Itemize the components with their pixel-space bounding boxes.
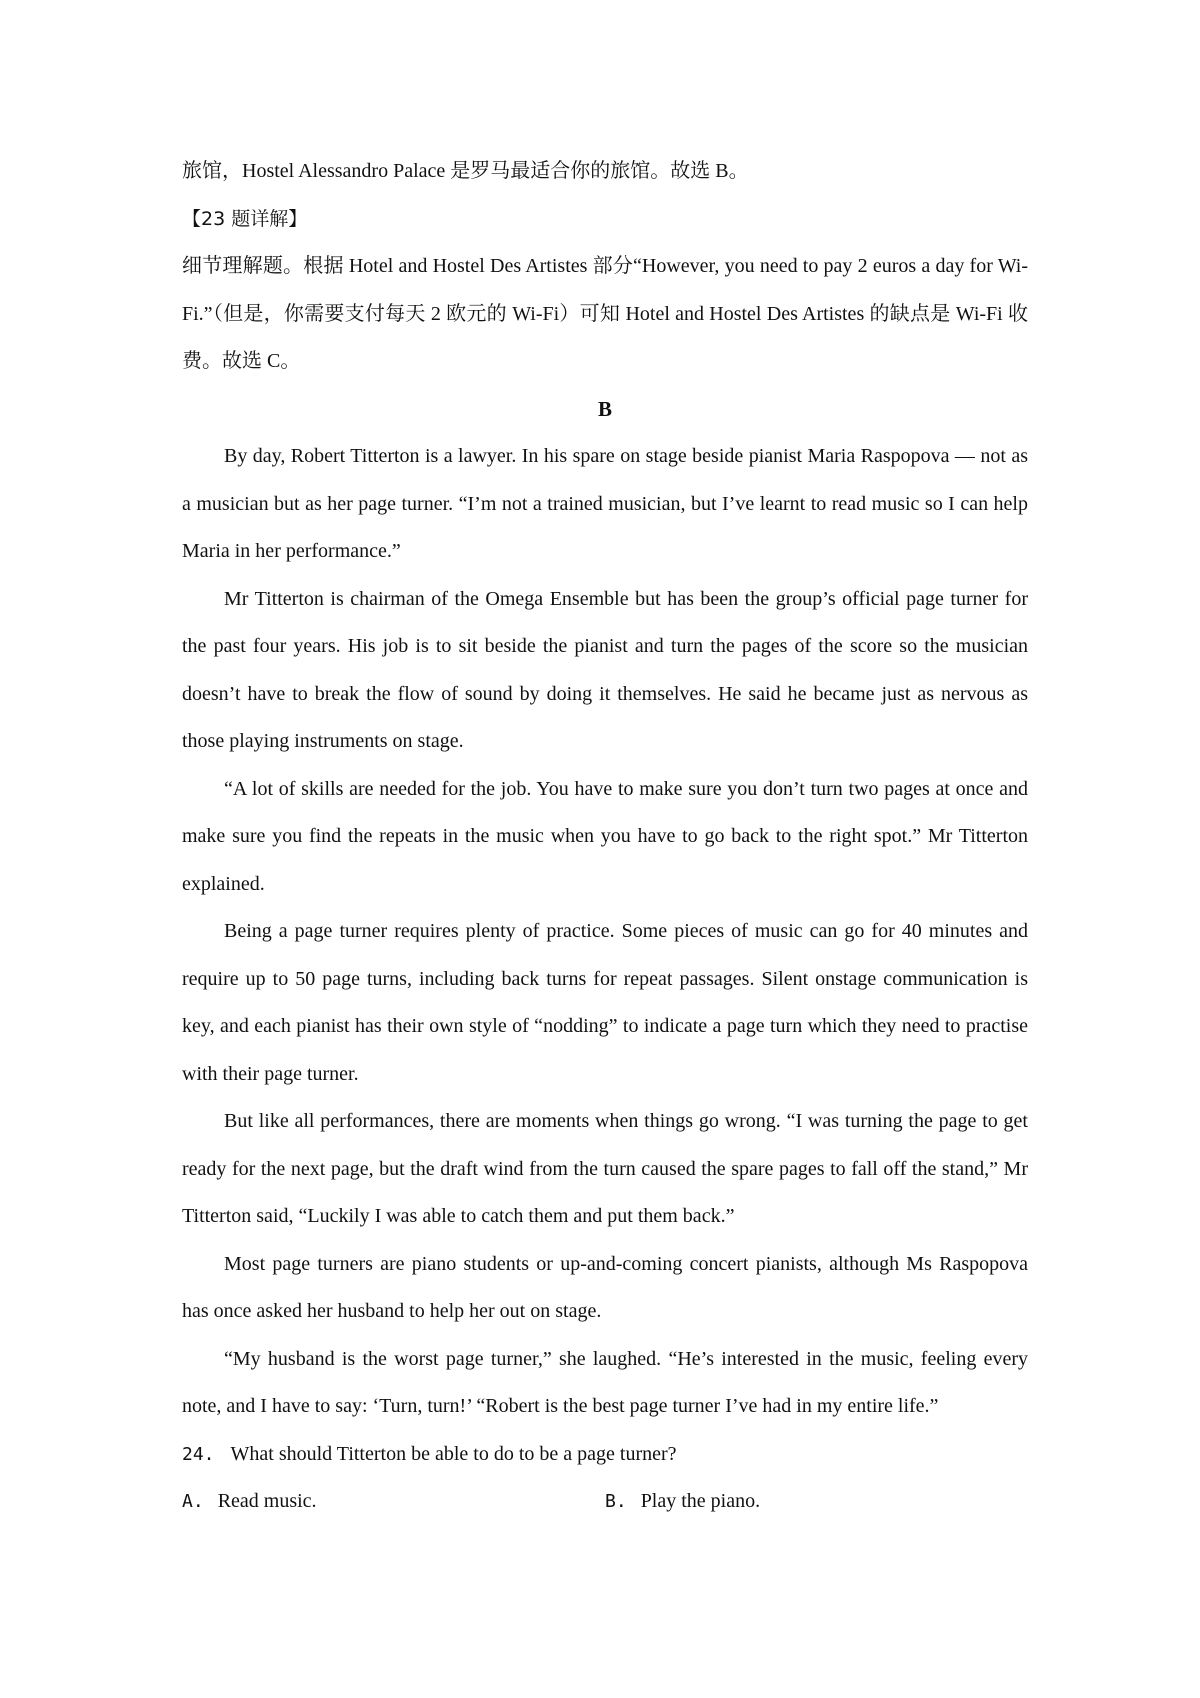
question-text: What should Titterton be able to do to be a page turner?: [230, 1442, 677, 1465]
q23-heading: 【23 题详解】: [182, 207, 308, 230]
reading-passage: [182, 433, 1028, 1431]
option-letter: A.: [182, 1491, 204, 1512]
passage-paragraph: Mr Titterton is chairman of the Omega Ensemble but has been the group’s official page turner for the past four years. His job is to sit beside the pianist and turn the pages of the score so the musician doesn’t have to break the flow of sound by doing it themselves. He said he became just as nervous as those playing instruments on stage.: [182, 587, 1028, 752]
option-b: [605, 1478, 1028, 1526]
q23-explanation: 细节理解题。根据 Hotel and Hostel Des Artistes 部分“However, you need to pay 2 euros a day for Wi-Fi.”（但是，你需要支付每天 2 欧元的 Wi-Fi）可知 Hotel and Hostel Des Artistes 的缺点是 Wi-Fi 收费。故选 C。: [182, 255, 1028, 372]
answer-options: [182, 1478, 1028, 1526]
option-text: Read music.: [217, 1490, 317, 1512]
passage-paragraph: “A lot of skills are needed for the job. You have to make sure you don’t turn two pages at once and make sure you find the repeats in the music when you have to go back to the right spot.” Mr Titterton explained.: [182, 777, 1028, 895]
question-24: [182, 1431, 1028, 1479]
previous-answer-tail: 旅馆，Hostel Alessandro Palace 是罗马最适合你的旅馆。故选 B。: [182, 160, 749, 182]
section-title: B: [597, 396, 612, 421]
option-letter: B.: [605, 1491, 627, 1512]
passage-paragraph: Most page turners are piano students or up-and-coming concert pianists, although Ms Raspopova has once asked her husband to help her out on stage.: [182, 1252, 1028, 1322]
passage-paragraph: But like all performances, there are moments when things go wrong. “I was turning the page to get ready for the next page, but the draft wind from the turn caused the spare pages to fall off the stand,” Mr Titterton said, “Luckily I was able to catch them and put them back.”: [182, 1110, 1028, 1227]
passage-paragraph: By day, Robert Titterton is a lawyer. In his spare on stage beside pianist Maria Raspopova — not as a musician but as her page turner. “I’m not a trained musician, but I’ve learnt to read music so I can help Maria in her performance.”: [182, 445, 1028, 562]
option-a: [182, 1478, 605, 1526]
passage-paragraph: Being a page turner requires plenty of practice. Some pieces of music can go for 40 minutes and require up to 50 page turns, including back turns for repeat passages. Silent onstage communication is key, and each pianist has their own style of “nodding” to indicate a page turn which they need to practise with their page turner.: [182, 920, 1028, 1085]
option-text: Play the piano.: [640, 1490, 761, 1512]
document-page: [182, 148, 1028, 1526]
question-number: 24.: [182, 1443, 215, 1465]
passage-paragraph: “My husband is the worst page turner,” she laughed. “He’s interested in the music, feeling every note, and I have to say: ‘Turn, turn!’ “Robert is the best page turner I’ve had in my entire life.”: [182, 1347, 1028, 1417]
